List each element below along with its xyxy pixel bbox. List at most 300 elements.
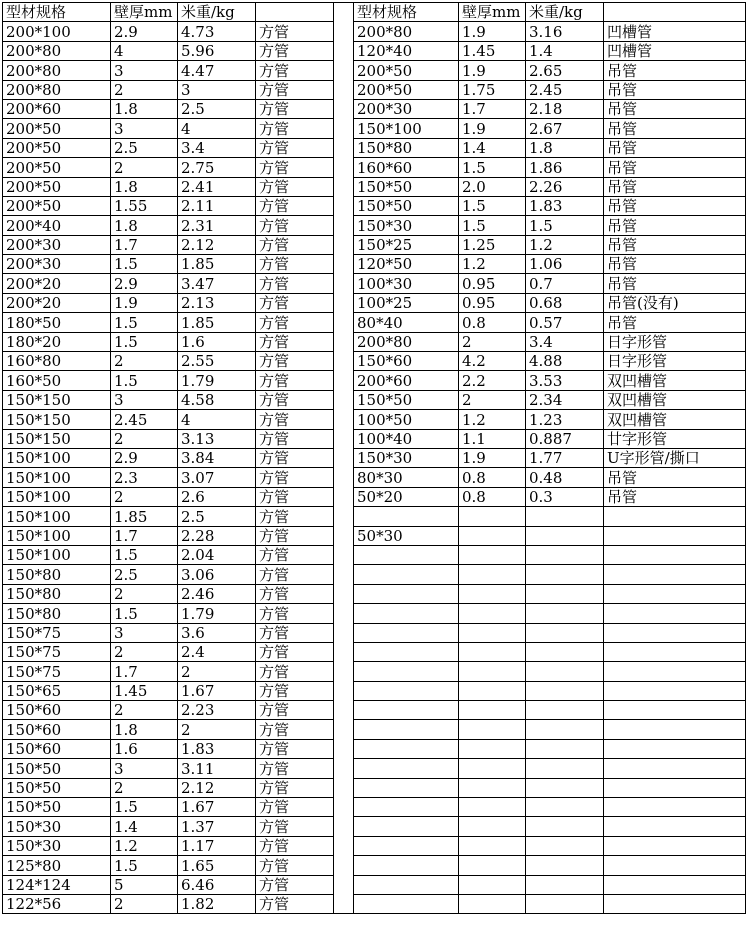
right-wall-thickness-cell: 1.5 — [459, 196, 526, 215]
right-wall-thickness-cell: 1.1 — [459, 429, 526, 448]
column-gap — [334, 371, 354, 390]
left-type-cell: 方管 — [256, 720, 334, 739]
left-weight-per-meter-cell: 1.67 — [178, 798, 256, 817]
left-weight-per-meter-cell: 2.04 — [178, 545, 256, 564]
right-wall-thickness-cell: 2 — [459, 332, 526, 351]
right-type-cell — [604, 642, 746, 661]
table-row — [3, 196, 746, 215]
left-type-cell: 方管 — [256, 216, 334, 235]
left-wall-thickness-cell: 1.5 — [111, 545, 178, 564]
left-spec-cell: 150*150 — [3, 390, 111, 409]
right-weight-per-meter-cell — [526, 565, 604, 584]
right-weight-per-meter-cell: 0.887 — [526, 429, 604, 448]
right-spec-cell — [354, 778, 459, 797]
right-wall-thickness-cell: 2 — [459, 390, 526, 409]
right-weight-per-meter-cell — [526, 662, 604, 681]
left-spec-cell: 150*60 — [3, 739, 111, 758]
right-type-cell: 双凹槽管 — [604, 371, 746, 390]
left-weight-per-meter-cell: 3.47 — [178, 274, 256, 293]
right-wall-thickness-cell: 1.2 — [459, 410, 526, 429]
left-type-cell: 方管 — [256, 22, 334, 41]
right-type-cell — [604, 623, 746, 642]
left-wall-thickness-cell: 2.9 — [111, 448, 178, 467]
right-type-cell — [604, 817, 746, 836]
table-row — [3, 487, 746, 506]
left-wall-thickness-cell: 1.9 — [111, 293, 178, 312]
column-gap — [334, 468, 354, 487]
right-weight-per-meter-cell — [526, 798, 604, 817]
right-wall-thickness-cell: 0.95 — [459, 274, 526, 293]
left-weight-per-meter-cell: 1.67 — [178, 681, 256, 700]
left-spec-cell: 150*50 — [3, 778, 111, 797]
table-row — [3, 235, 746, 254]
right-wall-thickness-cell: 1.75 — [459, 80, 526, 99]
right-weight-per-meter-cell — [526, 507, 604, 526]
left-spec-cell: 150*100 — [3, 487, 111, 506]
left-wall-thickness-cell: 1.5 — [111, 798, 178, 817]
right-wall-thickness-cell — [459, 778, 526, 797]
table-row — [3, 642, 746, 661]
left-type-cell: 方管 — [256, 99, 334, 118]
right-spec-cell: 50*20 — [354, 487, 459, 506]
table-row — [3, 526, 746, 545]
left-wall-thickness-cell: 1.7 — [111, 662, 178, 681]
right-type-cell — [604, 701, 746, 720]
right-type-cell: U字形管/撕口 — [604, 448, 746, 467]
left-type-cell: 方管 — [256, 158, 334, 177]
left-spec-cell: 150*75 — [3, 642, 111, 661]
table-row — [3, 216, 746, 235]
right-type-cell — [604, 875, 746, 894]
left-type-cell: 方管 — [256, 662, 334, 681]
right-wall-thickness-cell: 2.0 — [459, 177, 526, 196]
right-wall-thickness-cell — [459, 817, 526, 836]
right-type-cell — [604, 798, 746, 817]
column-gap — [334, 604, 354, 623]
left-wall-thickness-cell: 3 — [111, 390, 178, 409]
table-row — [3, 255, 746, 274]
column-gap — [334, 894, 354, 913]
column-gap — [334, 739, 354, 758]
right-spec-cell — [354, 681, 459, 700]
right-wall-thickness-cell: 1.45 — [459, 41, 526, 60]
right-wall-thickness-cell: 0.95 — [459, 293, 526, 312]
right-weight-per-meter-cell — [526, 701, 604, 720]
right-spec-cell: 100*40 — [354, 429, 459, 448]
column-gap — [334, 3, 354, 22]
left-type-cell: 方管 — [256, 235, 334, 254]
left-weight-per-meter-cell: 2.4 — [178, 642, 256, 661]
left-wall-thickness-cell: 壁厚mm — [111, 3, 178, 22]
right-wall-thickness-cell — [459, 681, 526, 700]
left-spec-cell: 200*100 — [3, 22, 111, 41]
left-spec-cell: 125*80 — [3, 856, 111, 875]
right-spec-cell: 150*50 — [354, 177, 459, 196]
column-gap — [334, 410, 354, 429]
table-row — [3, 313, 746, 332]
right-spec-cell — [354, 720, 459, 739]
left-type-cell: 方管 — [256, 681, 334, 700]
right-weight-per-meter-cell: 1.8 — [526, 138, 604, 157]
table-row — [3, 80, 746, 99]
left-wall-thickness-cell: 2 — [111, 701, 178, 720]
right-type-cell — [604, 545, 746, 564]
right-weight-per-meter-cell — [526, 720, 604, 739]
right-type-cell: 双凹槽管 — [604, 390, 746, 409]
left-type-cell: 方管 — [256, 836, 334, 855]
left-type-cell: 方管 — [256, 856, 334, 875]
right-type-cell — [604, 739, 746, 758]
left-type-cell: 方管 — [256, 894, 334, 913]
table-row — [3, 293, 746, 312]
column-gap — [334, 817, 354, 836]
left-spec-cell: 150*100 — [3, 507, 111, 526]
left-type-cell: 方管 — [256, 759, 334, 778]
column-gap — [334, 487, 354, 506]
table-row — [3, 138, 746, 157]
left-wall-thickness-cell: 2 — [111, 778, 178, 797]
column-gap — [334, 158, 354, 177]
left-weight-per-meter-cell: 2.55 — [178, 352, 256, 371]
right-wall-thickness-cell: 0.8 — [459, 468, 526, 487]
right-type-cell — [604, 778, 746, 797]
right-type-cell: 吊管(没有) — [604, 293, 746, 312]
right-wall-thickness-cell: 1.9 — [459, 22, 526, 41]
left-spec-cell: 200*80 — [3, 61, 111, 80]
column-gap — [334, 507, 354, 526]
left-type-cell: 方管 — [256, 448, 334, 467]
left-spec-cell: 150*75 — [3, 623, 111, 642]
right-spec-cell: 200*50 — [354, 80, 459, 99]
left-spec-cell: 124*124 — [3, 875, 111, 894]
header-row — [3, 3, 746, 22]
left-type-cell: 方管 — [256, 196, 334, 215]
table-row — [3, 352, 746, 371]
right-spec-cell: 80*30 — [354, 468, 459, 487]
right-weight-per-meter-cell: 2.65 — [526, 61, 604, 80]
left-type-cell: 方管 — [256, 274, 334, 293]
right-spec-cell: 100*30 — [354, 274, 459, 293]
right-spec-cell: 150*80 — [354, 138, 459, 157]
right-weight-per-meter-cell: 3.16 — [526, 22, 604, 41]
left-weight-per-meter-cell: 4.58 — [178, 390, 256, 409]
left-weight-per-meter-cell: 1.37 — [178, 817, 256, 836]
table-row — [3, 448, 746, 467]
left-weight-per-meter-cell: 1.85 — [178, 255, 256, 274]
right-wall-thickness-cell — [459, 565, 526, 584]
right-spec-cell: 200*30 — [354, 99, 459, 118]
left-type-cell: 方管 — [256, 584, 334, 603]
right-weight-per-meter-cell: 0.48 — [526, 468, 604, 487]
column-gap — [334, 429, 354, 448]
left-type-cell: 方管 — [256, 41, 334, 60]
right-type-cell — [604, 604, 746, 623]
right-wall-thickness-cell: 1.9 — [459, 119, 526, 138]
column-gap — [334, 584, 354, 603]
column-gap — [334, 856, 354, 875]
left-spec-cell: 型材规格 — [3, 3, 111, 22]
left-spec-cell: 200*50 — [3, 177, 111, 196]
left-weight-per-meter-cell: 3.4 — [178, 138, 256, 157]
left-weight-per-meter-cell: 2.75 — [178, 158, 256, 177]
right-weight-per-meter-cell: 3.53 — [526, 371, 604, 390]
left-weight-per-meter-cell: 4.73 — [178, 22, 256, 41]
left-type-cell: 方管 — [256, 61, 334, 80]
right-spec-cell — [354, 623, 459, 642]
left-type-cell: 方管 — [256, 701, 334, 720]
column-gap — [334, 526, 354, 545]
right-weight-per-meter-cell: 2.18 — [526, 99, 604, 118]
left-spec-cell: 200*50 — [3, 196, 111, 215]
right-spec-cell: 100*25 — [354, 293, 459, 312]
column-gap — [334, 875, 354, 894]
right-wall-thickness-cell — [459, 720, 526, 739]
right-spec-cell — [354, 817, 459, 836]
left-wall-thickness-cell: 2.9 — [111, 274, 178, 293]
right-type-cell: 吊管 — [604, 99, 746, 118]
left-wall-thickness-cell: 1.6 — [111, 739, 178, 758]
right-spec-cell — [354, 875, 459, 894]
right-wall-thickness-cell: 1.4 — [459, 138, 526, 157]
left-type-cell — [256, 3, 334, 22]
left-weight-per-meter-cell: 1.79 — [178, 604, 256, 623]
right-wall-thickness-cell — [459, 739, 526, 758]
table-row — [3, 468, 746, 487]
right-weight-per-meter-cell: 1.06 — [526, 255, 604, 274]
table-row — [3, 623, 746, 642]
left-wall-thickness-cell: 1.8 — [111, 177, 178, 196]
right-weight-per-meter-cell: 0.7 — [526, 274, 604, 293]
column-gap — [334, 681, 354, 700]
left-type-cell: 方管 — [256, 119, 334, 138]
right-wall-thickness-cell — [459, 545, 526, 564]
left-weight-per-meter-cell: 3.13 — [178, 429, 256, 448]
table-row — [3, 739, 746, 758]
left-wall-thickness-cell: 1.5 — [111, 313, 178, 332]
column-gap — [334, 235, 354, 254]
left-weight-per-meter-cell: 3.6 — [178, 623, 256, 642]
left-type-cell: 方管 — [256, 565, 334, 584]
left-type-cell: 方管 — [256, 739, 334, 758]
right-wall-thickness-cell — [459, 894, 526, 913]
column-gap — [334, 448, 354, 467]
column-gap — [334, 332, 354, 351]
table-row — [3, 662, 746, 681]
left-weight-per-meter-cell: 2 — [178, 720, 256, 739]
left-spec-cell: 200*30 — [3, 255, 111, 274]
right-type-cell — [604, 894, 746, 913]
right-spec-cell: 150*25 — [354, 235, 459, 254]
table-row — [3, 759, 746, 778]
left-type-cell: 方管 — [256, 371, 334, 390]
table-row — [3, 545, 746, 564]
column-gap — [334, 798, 354, 817]
right-wall-thickness-cell — [459, 836, 526, 855]
right-wall-thickness-cell: 0.8 — [459, 313, 526, 332]
right-weight-per-meter-cell — [526, 526, 604, 545]
left-type-cell: 方管 — [256, 313, 334, 332]
left-spec-cell: 150*100 — [3, 468, 111, 487]
table-row — [3, 332, 746, 351]
left-weight-per-meter-cell: 1.6 — [178, 332, 256, 351]
column-gap — [334, 255, 354, 274]
column-gap — [334, 22, 354, 41]
left-spec-cell: 150*75 — [3, 662, 111, 681]
right-weight-per-meter-cell — [526, 817, 604, 836]
right-weight-per-meter-cell: 1.4 — [526, 41, 604, 60]
table-row — [3, 390, 746, 409]
left-weight-per-meter-cell: 2.6 — [178, 487, 256, 506]
table-row — [3, 410, 746, 429]
left-spec-cell: 200*80 — [3, 41, 111, 60]
table-row — [3, 720, 746, 739]
left-type-cell: 方管 — [256, 507, 334, 526]
left-weight-per-meter-cell: 2.12 — [178, 235, 256, 254]
right-spec-cell — [354, 759, 459, 778]
left-weight-per-meter-cell: 2.12 — [178, 778, 256, 797]
left-wall-thickness-cell: 1.5 — [111, 604, 178, 623]
right-type-cell: 吊管 — [604, 119, 746, 138]
table-row — [3, 274, 746, 293]
left-spec-cell: 122*56 — [3, 894, 111, 913]
right-spec-cell: 50*30 — [354, 526, 459, 545]
column-gap — [334, 759, 354, 778]
column-gap — [334, 196, 354, 215]
right-spec-cell — [354, 894, 459, 913]
left-weight-per-meter-cell: 3 — [178, 80, 256, 99]
left-spec-cell: 200*20 — [3, 274, 111, 293]
left-wall-thickness-cell: 2.5 — [111, 565, 178, 584]
column-gap — [334, 61, 354, 80]
right-weight-per-meter-cell: 0.57 — [526, 313, 604, 332]
right-weight-per-meter-cell: 1.77 — [526, 448, 604, 467]
left-weight-per-meter-cell: 2.41 — [178, 177, 256, 196]
left-type-cell: 方管 — [256, 468, 334, 487]
right-weight-per-meter-cell — [526, 739, 604, 758]
left-type-cell: 方管 — [256, 487, 334, 506]
left-wall-thickness-cell: 2 — [111, 352, 178, 371]
left-spec-cell: 180*50 — [3, 313, 111, 332]
right-weight-per-meter-cell: 2.45 — [526, 80, 604, 99]
right-wall-thickness-cell: 1.7 — [459, 99, 526, 118]
table-row — [3, 177, 746, 196]
right-type-cell — [604, 759, 746, 778]
left-weight-per-meter-cell: 1.17 — [178, 836, 256, 855]
table-row — [3, 61, 746, 80]
table-row — [3, 817, 746, 836]
right-type-cell: 吊管 — [604, 274, 746, 293]
left-spec-cell: 200*40 — [3, 216, 111, 235]
left-spec-cell: 160*80 — [3, 352, 111, 371]
right-spec-cell — [354, 662, 459, 681]
right-weight-per-meter-cell: 0.3 — [526, 487, 604, 506]
left-weight-per-meter-cell: 4 — [178, 119, 256, 138]
left-spec-cell: 200*50 — [3, 119, 111, 138]
right-type-cell — [604, 662, 746, 681]
right-weight-per-meter-cell: 2.67 — [526, 119, 604, 138]
left-wall-thickness-cell: 2 — [111, 429, 178, 448]
left-weight-per-meter-cell: 6.46 — [178, 875, 256, 894]
left-spec-cell: 200*60 — [3, 99, 111, 118]
table-row — [3, 41, 746, 60]
table-row — [3, 371, 746, 390]
left-type-cell: 方管 — [256, 352, 334, 371]
table-row — [3, 507, 746, 526]
table-row — [3, 158, 746, 177]
left-weight-per-meter-cell: 5.96 — [178, 41, 256, 60]
table-row — [3, 856, 746, 875]
right-weight-per-meter-cell: 1.23 — [526, 410, 604, 429]
column-gap — [334, 352, 354, 371]
right-weight-per-meter-cell: 米重/kg — [526, 3, 604, 22]
left-type-cell: 方管 — [256, 80, 334, 99]
left-type-cell: 方管 — [256, 138, 334, 157]
column-gap — [334, 623, 354, 642]
right-wall-thickness-cell: 4.2 — [459, 352, 526, 371]
right-type-cell: 吊管 — [604, 138, 746, 157]
column-gap — [334, 119, 354, 138]
left-weight-per-meter-cell: 米重/kg — [178, 3, 256, 22]
right-wall-thickness-cell — [459, 856, 526, 875]
left-wall-thickness-cell: 2 — [111, 894, 178, 913]
left-weight-per-meter-cell: 3.06 — [178, 565, 256, 584]
right-weight-per-meter-cell — [526, 759, 604, 778]
left-type-cell: 方管 — [256, 778, 334, 797]
left-wall-thickness-cell: 1.8 — [111, 720, 178, 739]
left-weight-per-meter-cell: 4 — [178, 410, 256, 429]
right-type-cell — [604, 526, 746, 545]
left-weight-per-meter-cell: 3.07 — [178, 468, 256, 487]
right-spec-cell — [354, 604, 459, 623]
left-wall-thickness-cell: 1.5 — [111, 255, 178, 274]
right-type-cell: 吊管 — [604, 177, 746, 196]
right-spec-cell: 200*50 — [354, 61, 459, 80]
right-spec-cell: 150*30 — [354, 216, 459, 235]
right-spec-cell — [354, 798, 459, 817]
right-weight-per-meter-cell — [526, 836, 604, 855]
table-row — [3, 119, 746, 138]
left-spec-cell: 150*100 — [3, 545, 111, 564]
left-wall-thickness-cell: 1.8 — [111, 99, 178, 118]
right-wall-thickness-cell — [459, 701, 526, 720]
right-type-cell: 日字形管 — [604, 332, 746, 351]
left-spec-cell: 150*60 — [3, 720, 111, 739]
column-gap — [334, 41, 354, 60]
right-weight-per-meter-cell: 1.2 — [526, 235, 604, 254]
left-spec-cell: 150*80 — [3, 604, 111, 623]
left-weight-per-meter-cell: 2.46 — [178, 584, 256, 603]
right-wall-thickness-cell — [459, 584, 526, 603]
right-spec-cell — [354, 701, 459, 720]
left-wall-thickness-cell: 1.7 — [111, 235, 178, 254]
right-spec-cell: 150*30 — [354, 448, 459, 467]
right-wall-thickness-cell: 1.5 — [459, 158, 526, 177]
left-type-cell: 方管 — [256, 429, 334, 448]
right-spec-cell: 100*50 — [354, 410, 459, 429]
left-weight-per-meter-cell: 1.83 — [178, 739, 256, 758]
right-wall-thickness-cell — [459, 759, 526, 778]
column-gap — [334, 293, 354, 312]
right-spec-cell — [354, 836, 459, 855]
right-type-cell — [604, 565, 746, 584]
right-weight-per-meter-cell — [526, 604, 604, 623]
right-spec-cell — [354, 584, 459, 603]
table-row — [3, 681, 746, 700]
right-wall-thickness-cell: 1.25 — [459, 235, 526, 254]
right-type-cell: 凹槽管 — [604, 41, 746, 60]
left-spec-cell: 150*80 — [3, 584, 111, 603]
right-spec-cell: 150*50 — [354, 390, 459, 409]
